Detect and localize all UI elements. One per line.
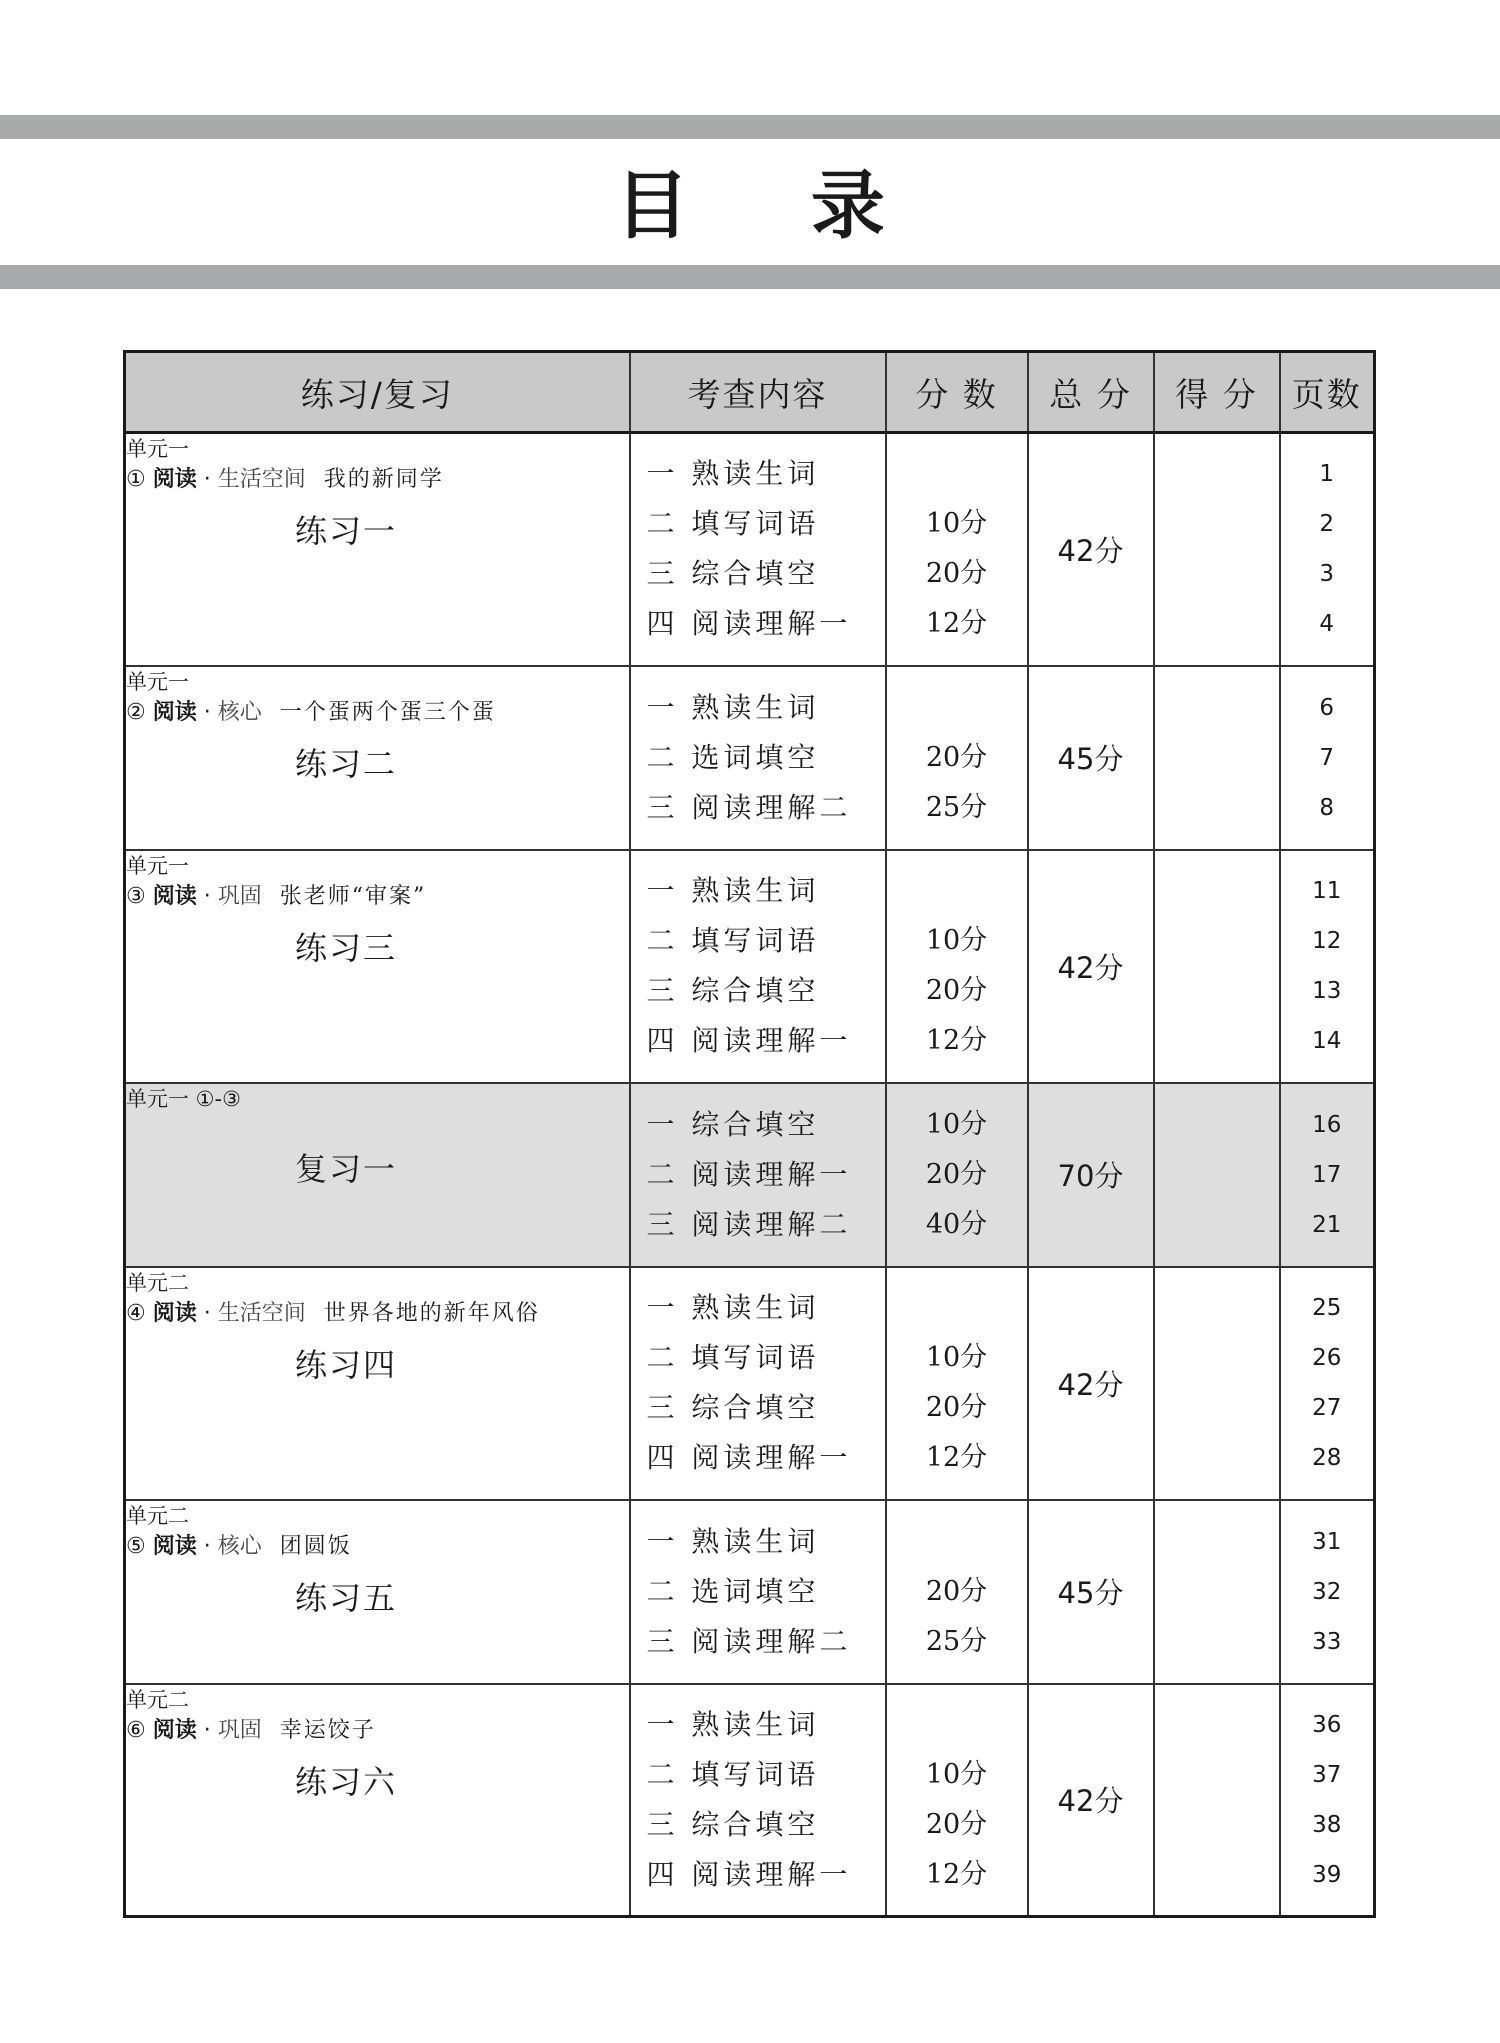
content-item: 三 综合填空	[646, 974, 820, 1007]
page-number: 1	[1319, 461, 1335, 488]
col-header-exercise: 练习/复习	[125, 352, 630, 433]
lesson-title: 我的新同学	[323, 467, 444, 492]
content-item: 二 填写词语	[646, 1341, 820, 1374]
points-item	[887, 1700, 1027, 1750]
page-number: 39	[1312, 1861, 1342, 1888]
content-item: 四 阅读理解一	[646, 1024, 852, 1057]
lesson-line: ② 阅读 · 核心 一个蛋两个蛋三个蛋	[126, 699, 496, 725]
points-item: 10分	[925, 1342, 988, 1373]
exercise-name: 练习二	[294, 744, 397, 783]
content-item: 一 熟读生词	[646, 1291, 820, 1324]
points-cell	[886, 666, 1028, 850]
score-cell	[1154, 433, 1280, 666]
page-number: 6	[1319, 694, 1335, 721]
lesson-number: ⑤	[126, 1533, 146, 1559]
points-item	[887, 1283, 1027, 1333]
lesson-number: ②	[126, 699, 146, 725]
points-item	[887, 449, 1027, 499]
page-number: 36	[1312, 1711, 1342, 1738]
lesson-category: 核心	[217, 1533, 262, 1559]
table-row-review	[125, 1083, 1375, 1267]
content-item: 一 熟读生词	[646, 874, 820, 907]
points-item: 10分	[925, 925, 988, 956]
exercise-name: 练习五	[294, 1578, 397, 1617]
score-cell	[1154, 1083, 1280, 1267]
points-item: 25分	[925, 1625, 988, 1657]
lesson-category: 巩固	[217, 883, 262, 909]
page-number: 38	[1312, 1811, 1342, 1838]
content-item: 一 熟读生词	[646, 457, 820, 491]
page-number: 32	[1312, 1578, 1342, 1605]
content-item: 二 选词填空	[646, 1574, 820, 1608]
page-number: 11	[1312, 878, 1342, 904]
pages-cell	[1280, 433, 1375, 666]
points-item: 20分	[925, 1392, 988, 1423]
col-header-pages: 页数	[1280, 352, 1375, 433]
col-header-score: 得 分	[1154, 352, 1280, 433]
total-cell: 70分	[1028, 1083, 1154, 1267]
points-item: 20分	[925, 1158, 988, 1190]
lesson-line: ④ 阅读 · 生活空间 世界各地的新年风俗	[126, 1300, 540, 1326]
page-number: 33	[1312, 1628, 1342, 1655]
page-number: 26	[1312, 1345, 1342, 1371]
unit-label: 单元二	[126, 1687, 189, 1712]
points-cell	[886, 1083, 1028, 1267]
page-number: 25	[1312, 1295, 1342, 1321]
points-item: 20分	[925, 1808, 988, 1840]
exercise-name: 复习一	[294, 1149, 397, 1188]
header-band-top	[0, 115, 1500, 139]
lesson-line: ① 阅读 · 生活空间 我的新同学	[126, 467, 444, 492]
unit-label: 单元一	[126, 853, 189, 878]
page-number: 13	[1312, 978, 1342, 1004]
total-cell: 45分	[1028, 666, 1154, 850]
exercise-name: 练习四	[294, 1345, 397, 1384]
score-cell	[1154, 1267, 1280, 1500]
score-cell	[1154, 850, 1280, 1083]
points-item: 12分	[925, 608, 988, 640]
lesson-number: ①	[126, 467, 146, 492]
content-item: 一 熟读生词	[646, 1707, 820, 1741]
content-item: 二 填写词语	[646, 1757, 820, 1791]
contents-table	[123, 350, 1376, 1918]
content-cell	[630, 1083, 886, 1267]
pages-cell	[1280, 850, 1375, 1083]
points-item: 12分	[925, 1025, 988, 1056]
content-cell	[630, 433, 886, 666]
lesson-title: 一个蛋两个蛋三个蛋	[279, 699, 496, 725]
pages-cell	[1280, 1500, 1375, 1684]
points-cell	[886, 1500, 1028, 1684]
points-cell	[886, 1267, 1028, 1500]
exercise-cell	[125, 1500, 630, 1684]
header-band-bottom	[0, 265, 1500, 289]
points-item	[887, 683, 1027, 733]
lesson-line: ⑤ 阅读 · 核心 团圆饭	[126, 1533, 352, 1559]
points-item: 12分	[925, 1858, 988, 1890]
points-item: 12分	[925, 1442, 988, 1473]
total-cell: 45分	[1028, 1500, 1154, 1684]
page-number: 21	[1312, 1211, 1342, 1238]
total-cell: 42分	[1028, 850, 1154, 1083]
content-item: 四 阅读理解一	[646, 1857, 852, 1891]
points-item	[887, 1517, 1027, 1567]
exercise-cell	[125, 1267, 630, 1500]
page-number: 17	[1312, 1161, 1342, 1188]
col-header-content: 考查内容	[630, 352, 886, 433]
table-row	[125, 1500, 1375, 1684]
lesson-line: ⑥ 阅读 · 巩固 幸运饺子	[126, 1717, 376, 1743]
table-row	[125, 433, 1375, 666]
page-number: 4	[1319, 611, 1335, 638]
score-cell	[1154, 1500, 1280, 1684]
content-item: 三 阅读理解二	[646, 1624, 852, 1658]
lesson-kind: 阅读	[152, 1717, 197, 1743]
lesson-number: ③	[126, 883, 146, 909]
page-number: 3	[1319, 561, 1335, 588]
page-number: 28	[1312, 1445, 1342, 1471]
lesson-number: ⑥	[126, 1717, 146, 1743]
table-row	[125, 1267, 1375, 1500]
page-number: 8	[1319, 794, 1335, 821]
content-cell	[630, 1500, 886, 1684]
exercise-cell	[125, 1684, 630, 1917]
content-item: 二 选词填空	[646, 740, 820, 774]
col-header-total: 总 分	[1028, 352, 1154, 433]
lesson-category: 生活空间	[217, 467, 306, 492]
total-cell: 42分	[1028, 433, 1154, 666]
page-number: 16	[1312, 1111, 1342, 1138]
table-header-row	[125, 352, 1375, 433]
points-item: 40分	[925, 1208, 988, 1240]
exercise-name: 练习六	[294, 1762, 397, 1801]
exercise-cell	[125, 850, 630, 1083]
page-number: 31	[1312, 1528, 1342, 1555]
lesson-title: 张老师“审案”	[279, 883, 427, 909]
lesson-category: 巩固	[217, 1717, 262, 1743]
page-number: 12	[1312, 928, 1342, 954]
lesson-category: 核心	[217, 699, 262, 725]
score-cell	[1154, 1684, 1280, 1917]
content-item: 四 阅读理解一	[646, 1441, 852, 1474]
page-number: 2	[1319, 511, 1335, 538]
unit-label: 单元二	[126, 1503, 189, 1528]
lesson-title: 幸运饺子	[279, 1717, 376, 1743]
table-row	[125, 666, 1375, 850]
total-cell: 42分	[1028, 1267, 1154, 1500]
points-item: 10分	[925, 1108, 988, 1140]
pages-cell	[1280, 1684, 1375, 1917]
points-item	[887, 866, 1027, 916]
content-item: 三 阅读理解二	[646, 790, 852, 824]
content-item: 一 熟读生词	[646, 690, 820, 724]
points-item: 25分	[925, 791, 988, 823]
content-item: 一 综合填空	[646, 1107, 820, 1141]
page-number: 14	[1312, 1028, 1342, 1054]
pages-cell	[1280, 1267, 1375, 1500]
col-header-points: 分 数	[886, 352, 1028, 433]
content-item: 二 填写词语	[646, 924, 820, 957]
points-item: 10分	[925, 508, 988, 540]
content-item: 三 阅读理解二	[646, 1207, 852, 1241]
exercise-name: 练习一	[294, 512, 397, 550]
points-cell	[886, 433, 1028, 666]
points-item: 20分	[925, 1575, 988, 1607]
exercise-cell	[125, 433, 630, 666]
points-cell	[886, 850, 1028, 1083]
points-cell	[886, 1684, 1028, 1917]
content-item: 三 综合填空	[646, 1391, 820, 1424]
total-cell: 42分	[1028, 1684, 1154, 1917]
lesson-category: 生活空间	[217, 1300, 306, 1326]
unit-label: 单元一 ①-③	[126, 1086, 241, 1111]
content-item: 四 阅读理解一	[646, 607, 852, 641]
lesson-kind: 阅读	[152, 467, 197, 492]
lesson-line: ③ 阅读 · 巩固 张老师“审案”	[126, 883, 427, 909]
points-item: 10分	[925, 1758, 988, 1790]
lesson-title: 团圆饭	[279, 1533, 352, 1559]
pages-cell	[1280, 666, 1375, 850]
page-number: 27	[1312, 1395, 1342, 1421]
exercise-name: 练习三	[294, 928, 397, 967]
content-item: 三 综合填空	[646, 1807, 820, 1841]
lesson-kind: 阅读	[152, 1533, 197, 1559]
content-cell	[630, 1684, 886, 1917]
content-item: 二 阅读理解一	[646, 1157, 852, 1191]
lesson-title: 世界各地的新年风俗	[323, 1300, 540, 1326]
lesson-kind: 阅读	[152, 883, 197, 909]
lesson-kind: 阅读	[152, 699, 197, 725]
points-item: 20分	[925, 975, 988, 1006]
page-number: 7	[1319, 744, 1335, 771]
content-item: 一 熟读生词	[646, 1524, 820, 1558]
lesson-kind: 阅读	[152, 1300, 197, 1326]
content-cell	[630, 666, 886, 850]
pages-cell	[1280, 1083, 1375, 1267]
page-title: 目 录	[615, 163, 933, 249]
points-item: 20分	[925, 558, 988, 590]
exercise-cell	[125, 666, 630, 850]
unit-label: 单元一	[126, 669, 189, 694]
content-item: 三 综合填空	[646, 557, 820, 591]
content-cell	[630, 850, 886, 1083]
page-number: 37	[1312, 1761, 1342, 1788]
content-item: 二 填写词语	[646, 507, 820, 541]
score-cell	[1154, 666, 1280, 850]
points-item: 20分	[925, 741, 988, 773]
lesson-number: ④	[126, 1300, 146, 1326]
content-cell	[630, 1267, 886, 1500]
table-row	[125, 1684, 1375, 1917]
table-row	[125, 850, 1375, 1083]
unit-label: 单元二	[126, 1270, 189, 1295]
unit-label: 单元一	[126, 437, 189, 461]
exercise-cell	[125, 1083, 630, 1267]
